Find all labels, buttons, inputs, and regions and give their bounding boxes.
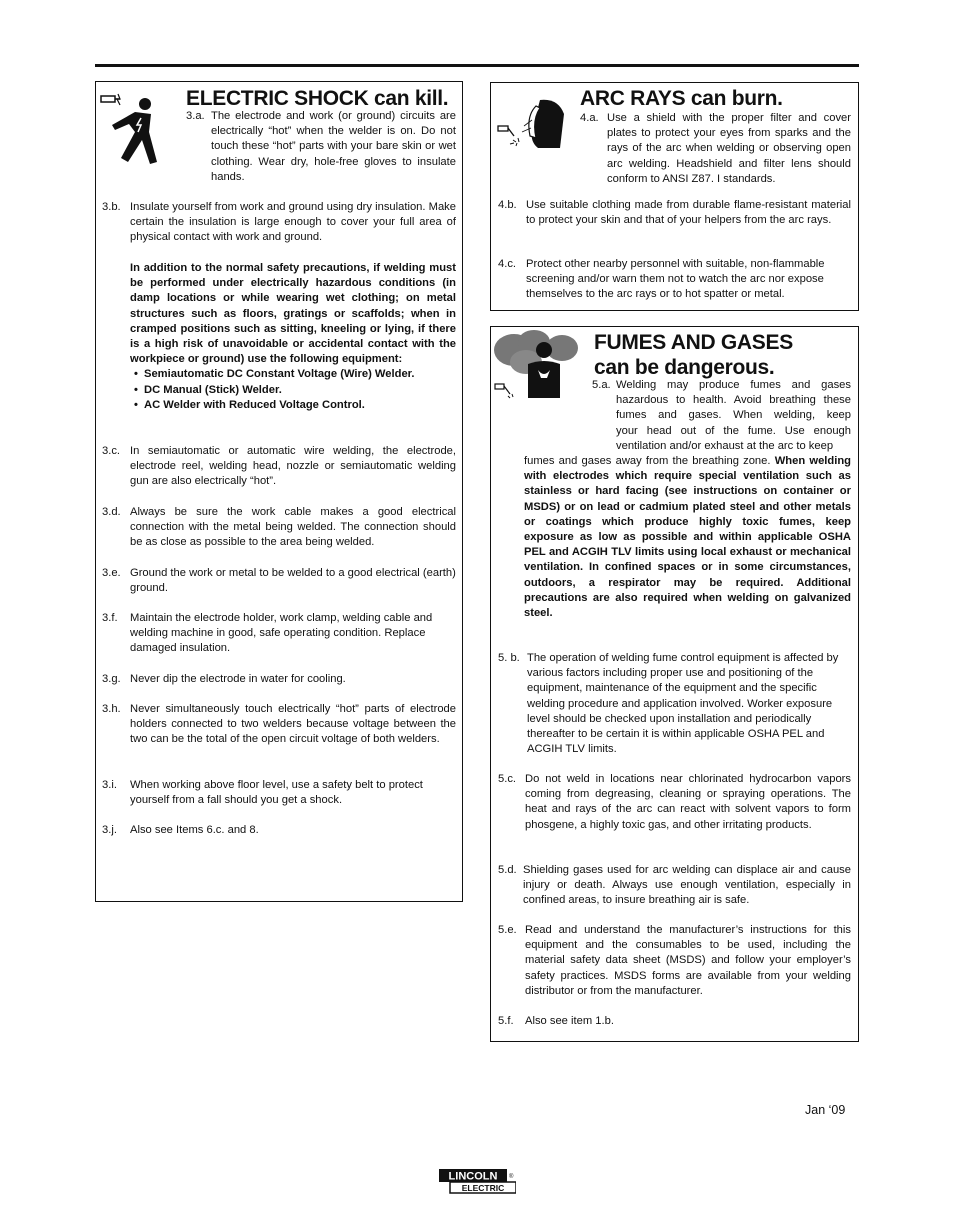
item-number: 5.a. xyxy=(592,379,611,391)
item-5a-cont: fumes and gases away from the breathing zone. xyxy=(524,455,771,467)
item-text: When working above floor level, use a safety belt to protect yourself from a fall should you get a shock. xyxy=(130,779,423,807)
item-number: 3.c. xyxy=(102,445,121,457)
item-number: 3.h. xyxy=(102,703,121,715)
fumes-title-line2: can be dangerous. xyxy=(594,356,775,379)
equipment-list xyxy=(130,367,456,413)
list-item: • Semiautomatic DC Constant Voltage (Wire) Welder. xyxy=(130,367,456,382)
item-number: 4.a. xyxy=(580,112,599,124)
item-3e xyxy=(102,566,456,596)
item-4b xyxy=(498,198,851,228)
item-text: Use suitable clothing made from durable flame-resistant material to protect your skin and that of your helpers from the arc rays. xyxy=(526,199,851,227)
item-5c xyxy=(498,772,851,833)
lincoln-electric-logo xyxy=(438,1168,516,1194)
item-text: Ground the work or metal to be welded to a good electrical (earth) ground. xyxy=(130,567,456,595)
electric-shock-icon xyxy=(98,88,166,174)
item-number: 4.c. xyxy=(498,258,517,270)
item-number: 3.d. xyxy=(102,506,121,518)
item-4a xyxy=(580,111,851,187)
line: Welding may produce fumes and gases xyxy=(616,379,851,391)
item-text: Maintain the electrode holder, work clamp, welding cable and welding machine in good, safe operating condition. Replace damaged insulation. xyxy=(130,612,433,655)
item-text: Read and understand the manufacturer’s instructions for this equipment and the consumables to be used, including the material safety data sheet (MSDS) and follow your employer’s safety practices. MSDS forms are available from your welding distributor or from the manufacturer. xyxy=(525,924,851,997)
line: hazardous to health. Avoid breathing these xyxy=(616,394,851,407)
hazard-conditions-note xyxy=(130,261,456,413)
item-3b xyxy=(102,200,456,246)
fumes-gases-icon xyxy=(492,328,582,400)
item-5d xyxy=(498,863,851,909)
item-text: The operation of welding fume control equipment is affected by various factors including proper use and positioning of the equipment, maintenance of the equipment and the specific welding procedure and application involved. Worker exposure level should be checked upon installation and periodically thereafter to be certain it is within applicable OSHA PEL and ACGIH TLV limits. xyxy=(527,652,839,756)
item-text: Shielding gases used for arc welding can displace air and cause injury or death. Always use enough ventilation, especially in confined areas, to insure breathing air is safe. xyxy=(523,864,851,907)
item-5a-lines xyxy=(592,378,851,454)
item-3j xyxy=(102,823,456,838)
item-number: 5. b. xyxy=(498,652,520,664)
item-number: 3.j. xyxy=(102,824,117,836)
item-5a-head xyxy=(592,378,851,454)
electric-shock-title: ELECTRIC SHOCK can kill. xyxy=(186,87,449,110)
item-number: 3.g. xyxy=(102,673,121,685)
item-text: In semiautomatic or automatic wire welding, the electrode, electrode reel, welding head, nozzle or semiautomatic welding gun are also electrically “hot”. xyxy=(130,445,456,488)
item-number: 3.b. xyxy=(102,201,121,213)
list-item: • AC Welder with Reduced Voltage Control. xyxy=(130,398,456,413)
item-text: The electrode and work (or ground) circuits are electrically “hot” when the welder is on. Do not touch these “hot” parts with your bare skin or wet clothing. Wear dry, hole-free gloves to insulate hands. xyxy=(211,110,456,183)
item-text: Always be sure the work cable makes a good electrical connection with the metal being welded. The connection should be as close as possible to the area being welded. xyxy=(130,506,456,549)
item-text: Insulate yourself from work and ground using dry insulation. Make certain the insulation is large enough to cover your full area of physical contact with work and ground. xyxy=(130,201,456,244)
line: fumes and gases. When welding, keep xyxy=(616,409,851,422)
item-5f xyxy=(498,1014,851,1029)
item-3d xyxy=(102,505,456,551)
top-rule xyxy=(95,64,859,67)
item-number: 5.d. xyxy=(498,864,517,876)
fumes-title-line1: FUMES AND GASES xyxy=(594,331,793,354)
item-3f xyxy=(102,611,456,657)
item-number: 3.i. xyxy=(102,779,117,791)
item-number: 3.a. xyxy=(186,110,205,122)
item-text: Do not weld in locations near chlorinated hydrocarbon vapors coming from degreasing, cleaning or spraying operations. The heat and rays of the arc can react with solvent vapors to form phosgene, a highly toxic gas, and other irritating products. xyxy=(525,773,851,831)
item-3g xyxy=(102,672,456,687)
item-number: 3.e. xyxy=(102,567,121,579)
item-number: 5.f. xyxy=(498,1015,514,1027)
item-3c xyxy=(102,444,456,490)
item-5a-bold: When welding with electrodes which require special ventilation such as stainless or hard facing (see instructions on container or MSDS) or on lead or cadmium plated steel and other metals or coatings which produce highly toxic fumes, keep exposure as low as possible and within applicable OSHA PEL and ACGIH TLV limits using local exhaust or mechanical ventilation. In confined spaces or in some circumstances, outdoors, a respirator may be required. Additional precautions are also required when welding on galvanized steel. xyxy=(524,455,852,620)
item-3i xyxy=(102,778,456,808)
item-5b xyxy=(498,651,851,757)
svg-text:®: ® xyxy=(509,1174,514,1180)
item-5a-body xyxy=(524,454,851,621)
svg-text:LINCOLN: LINCOLN xyxy=(448,1170,498,1183)
item-3h xyxy=(102,702,456,748)
item-number: 3.f. xyxy=(102,612,118,624)
hazard-conditions-text: In addition to the normal safety precautions, if welding must be performed under electrically hazardous conditions (in damp locations or while wearing wet clothing; on metal structures such as floors, gratings or scaffolds; when in cramped positions such as sitting, kneeling or lying, if there is a high risk of unavoidable or accidental contact with the workpiece or ground) use the following equipment: xyxy=(130,262,456,366)
line: ventilation and/or exhaust at the arc to keep xyxy=(616,439,834,452)
arc-rays-title: ARC RAYS can burn. xyxy=(580,87,783,110)
item-number: 5.c. xyxy=(498,773,517,785)
item-text: Never simultaneously touch electrically “hot” parts of electrode holders connected to two welders because voltage between the two can be the total of the open circuit voltage of both welders. xyxy=(130,703,456,746)
item-number: 4.b. xyxy=(498,199,517,211)
item-5e xyxy=(498,923,851,999)
item-text: Also see item 1.b. xyxy=(525,1015,614,1027)
revision-date: Jan ‘09 xyxy=(805,1103,846,1117)
line: your head out of the fume. Use enough xyxy=(616,424,851,437)
item-text: Use a shield with the proper filter and cover plates to protect your eyes from sparks and the rays of the arc when welding or observing open arc welding. Headshield and filter lens should conform to ANSI Z87. I standards. xyxy=(607,112,851,185)
item-text: Never dip the electrode in water for cooling. xyxy=(130,673,346,685)
item-3a xyxy=(186,109,456,185)
item-4c xyxy=(498,257,851,303)
svg-text:ELECTRIC: ELECTRIC xyxy=(461,1183,505,1193)
list-item: • DC Manual (Stick) Welder. xyxy=(130,383,456,398)
arc-rays-icon xyxy=(496,96,568,156)
item-number: 5.e. xyxy=(498,924,517,936)
item-text: Protect other nearby personnel with suitable, non-flammable screening and/or warn them not to watch the arc nor expose themselves to the arc rays or to hot spatter or metal. xyxy=(526,258,825,301)
item-text: Also see Items 6.c. and 8. xyxy=(130,824,259,836)
item-5a-text xyxy=(524,454,851,621)
